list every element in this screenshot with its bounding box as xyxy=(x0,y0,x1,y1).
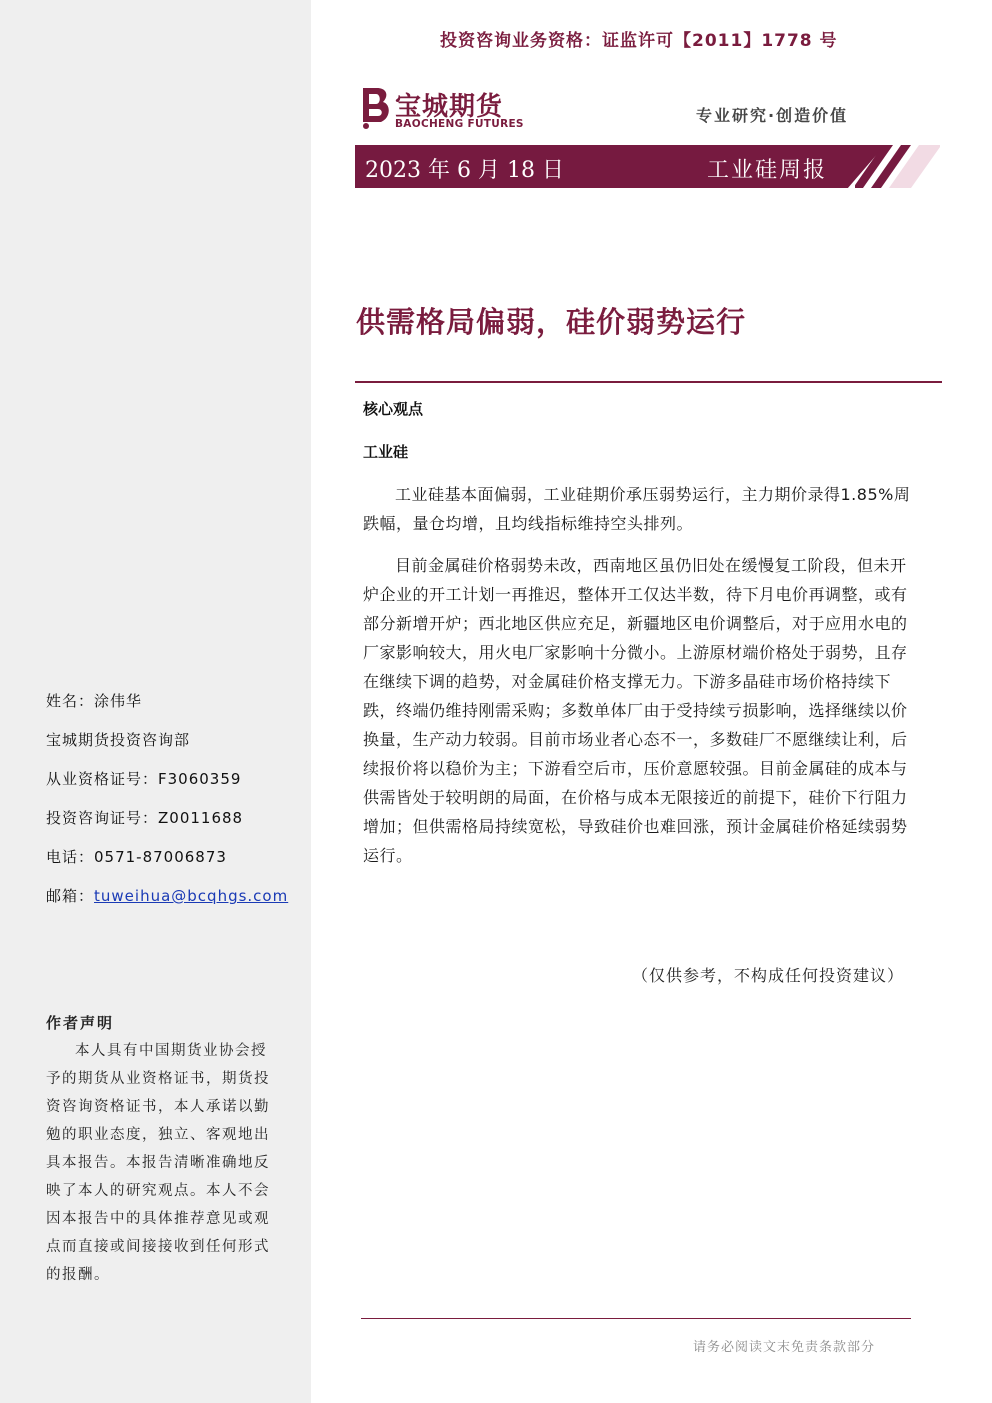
author-statement xyxy=(46,1012,282,1289)
author-name: 姓名：涂伟华 xyxy=(46,692,143,710)
core-view-label: 核心观点 xyxy=(363,400,424,418)
report-banner xyxy=(355,145,940,188)
report-date: 2023 年 6 月 18 日 xyxy=(365,158,564,183)
footer-disclaimer-note: 请务必阅读文末免责条款部分 xyxy=(693,1340,876,1355)
author-phone: 电话：0571-87006873 xyxy=(46,848,227,866)
bottom-divider xyxy=(361,1318,911,1319)
author-department: 宝城期货投资咨询部 xyxy=(46,731,191,749)
company-logo xyxy=(355,84,535,134)
banner-stripes-decoration xyxy=(855,145,940,188)
email-link[interactable]: tuweihua@bcqhgs.com xyxy=(94,887,289,905)
section-title-silicon: 工业硅 xyxy=(363,443,409,461)
author-qualification: 从业资格证号：F3060359 xyxy=(46,770,242,788)
logo-mark-icon xyxy=(355,84,395,134)
statement-title: 作者声明 xyxy=(46,1014,115,1032)
license-text: 投资咨询业务资格：证监许可【2011】1778 号 xyxy=(440,31,838,51)
author-email-line xyxy=(46,885,296,924)
report-headline: 供需格局偏弱，硅价弱势运行 xyxy=(356,305,747,339)
analysis-paragraph: 目前金属硅价格弱势未改，西南地区虽仍旧处在缓慢复工阶段，但未开炉企业的开工计划一再推迟，整体开工仅达半数，待下月电价再调整，或有部分新增开炉；西北地区供应充足，新疆地区电价调整后，对于应用水电的厂家影响较大，用火电厂家影响十分微小。上游原材端价格处于弱势，且存在继续下调的趋势，对金属硅价格支撑无力。下游多晶硅市场价格持续下跌，终端仍维持刚需采购；多数单体厂由于受持续亏损影响，选择继续以价换量，生产动力较弱。目前市场业者心态不一，多数硅厂不愿继续让利，后续报价将以稳价为主；下游看空后市，压价意愿较强。目前金属硅的成本与供需皆处于较明朗的局面，在价格与成本无限接近的前提下，硅价下行阻力增加；但供需格局持续宽松，导致硅价也难回涨，预计金属硅价格延续弱势运行。 xyxy=(363,556,908,865)
logo-chinese-name: 宝城期货 xyxy=(395,92,504,122)
top-divider xyxy=(355,381,942,383)
email-label: 邮箱： xyxy=(46,887,95,905)
reference-note: （仅供参考，不构成任何投资建议） xyxy=(632,966,905,985)
statement-body: 本人具有中国期货业协会授予的期货从业资格证书，期货投资咨询资格证书，本人承诺以勤勉的职业态度，独立、客观地出具本报告。本报告清晰准确地反映了本人的研究观点。本人不会因本报告中的具体推荐意见或观点而直接或间接接收到任何形式的报酬。 xyxy=(46,1043,270,1283)
author-consult-number: 投资咨询证号：Z0011688 xyxy=(46,809,244,827)
report-type: 工业硅周报 xyxy=(707,158,828,183)
author-info xyxy=(46,690,296,924)
slogan: 专业研究·创造价值 xyxy=(696,106,849,125)
summary-paragraph: 工业硅基本面偏弱，工业硅期价承压弱势运行，主力期价录得1.85%周跌幅，量仓均增，且均线指标维持空头排列。 xyxy=(363,485,911,533)
logo-english-name: BAOCHENG FUTURES xyxy=(395,118,524,130)
